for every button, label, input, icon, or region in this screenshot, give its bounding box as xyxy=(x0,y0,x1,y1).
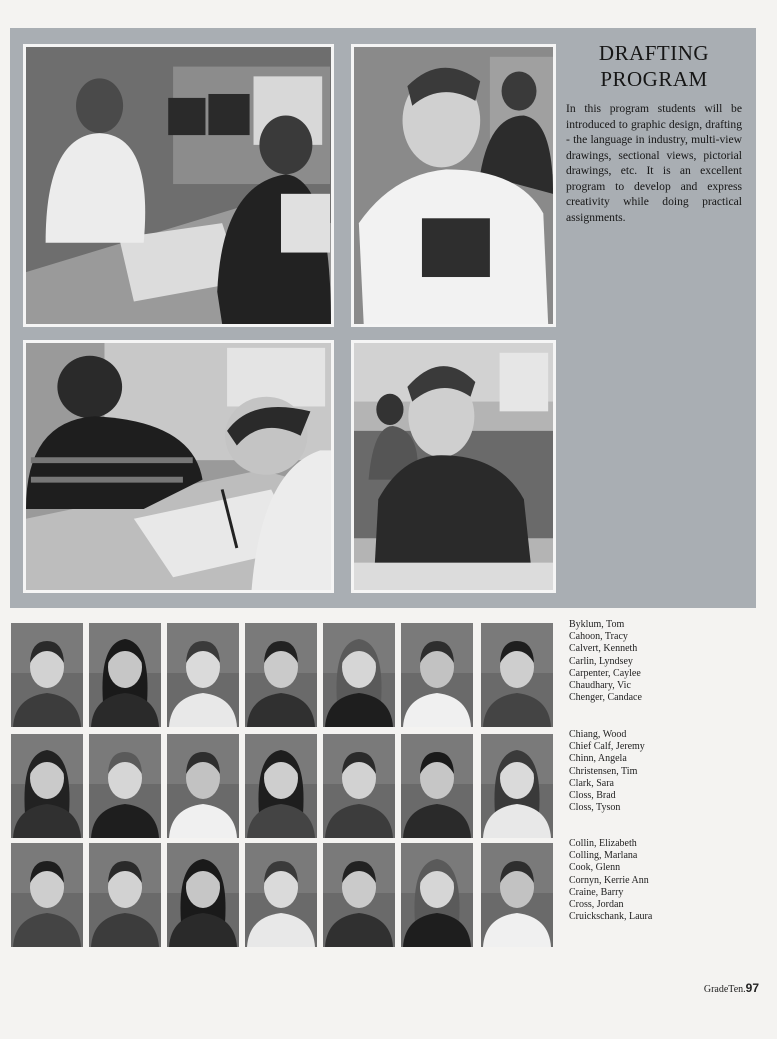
title-line-1: DRAFTING xyxy=(598,41,710,65)
student-portrait xyxy=(323,843,395,947)
student-name: Cruickschank, Laura xyxy=(569,911,653,923)
student-name: Cornyn, Kerrie Ann xyxy=(569,874,649,886)
student-portrait xyxy=(481,843,553,947)
name-list-row-2 xyxy=(569,729,645,814)
student-portrait xyxy=(11,843,83,947)
student-name: Calvert, Kenneth xyxy=(569,643,638,655)
photo-smiling-student xyxy=(351,44,556,327)
student-name: Chaudhary, Vic xyxy=(569,680,631,692)
page-number: 97 xyxy=(745,981,759,995)
student-portrait xyxy=(89,623,161,727)
student-name: Closs, Tyson xyxy=(569,802,621,814)
student-name: Cross, Jordan xyxy=(569,899,624,911)
feature-description: In this program students will be introduced to graphic design, drafting - the language in industry, multi-view drawings, sectional views, pictorial drawings, etc. It is an excellent program to develop and express creativity while doing practical assignments. xyxy=(566,102,742,224)
student-portrait xyxy=(401,623,473,727)
student-name: Chenger, Candace xyxy=(569,692,642,704)
student-name: Clark, Sara xyxy=(569,777,614,789)
student-name: Colling, Marlana xyxy=(569,850,638,862)
student-name: Byklum, Tom xyxy=(569,619,625,630)
student-name: Closs, Brad xyxy=(569,790,616,802)
student-name: Craine, Barry xyxy=(569,886,624,898)
student-portrait xyxy=(11,623,83,727)
student-portrait xyxy=(89,843,161,947)
student-portrait xyxy=(89,734,161,838)
student-name: Chiang, Wood xyxy=(569,729,627,740)
student-portrait xyxy=(401,843,473,947)
student-portrait xyxy=(401,734,473,838)
student-portrait xyxy=(11,734,83,838)
photo-students-drawing xyxy=(23,340,334,593)
title-line-2: PROGRAM xyxy=(600,67,708,91)
student-portrait xyxy=(245,623,317,727)
student-portrait xyxy=(167,843,239,947)
student-portrait xyxy=(323,623,395,727)
student-portrait xyxy=(481,623,553,727)
section-label: GradeTen. xyxy=(703,984,746,995)
student-name: Christensen, Tim xyxy=(569,765,638,777)
student-name: Carlin, Lyndsey xyxy=(569,655,633,667)
page-title xyxy=(566,40,742,92)
student-portrait xyxy=(167,734,239,838)
student-portrait xyxy=(323,734,395,838)
student-name: Collin, Elizabeth xyxy=(569,838,637,849)
student-portrait xyxy=(245,843,317,947)
photo-student-at-desk xyxy=(351,340,556,593)
student-portrait xyxy=(481,734,553,838)
page-footer xyxy=(704,981,759,995)
name-list-row-3 xyxy=(569,838,652,923)
student-name: Cook, Glenn xyxy=(569,862,621,874)
student-name: Carpenter, Caylee xyxy=(569,667,641,679)
name-list-row-1 xyxy=(569,619,642,704)
photo-teacher-at-drafting-table xyxy=(23,44,334,327)
student-portrait xyxy=(245,734,317,838)
student-name: Chief Calf, Jeremy xyxy=(569,741,645,753)
student-name: Cahoon, Tracy xyxy=(569,631,628,643)
student-name: Chinn, Angela xyxy=(569,753,627,765)
student-portrait xyxy=(167,623,239,727)
